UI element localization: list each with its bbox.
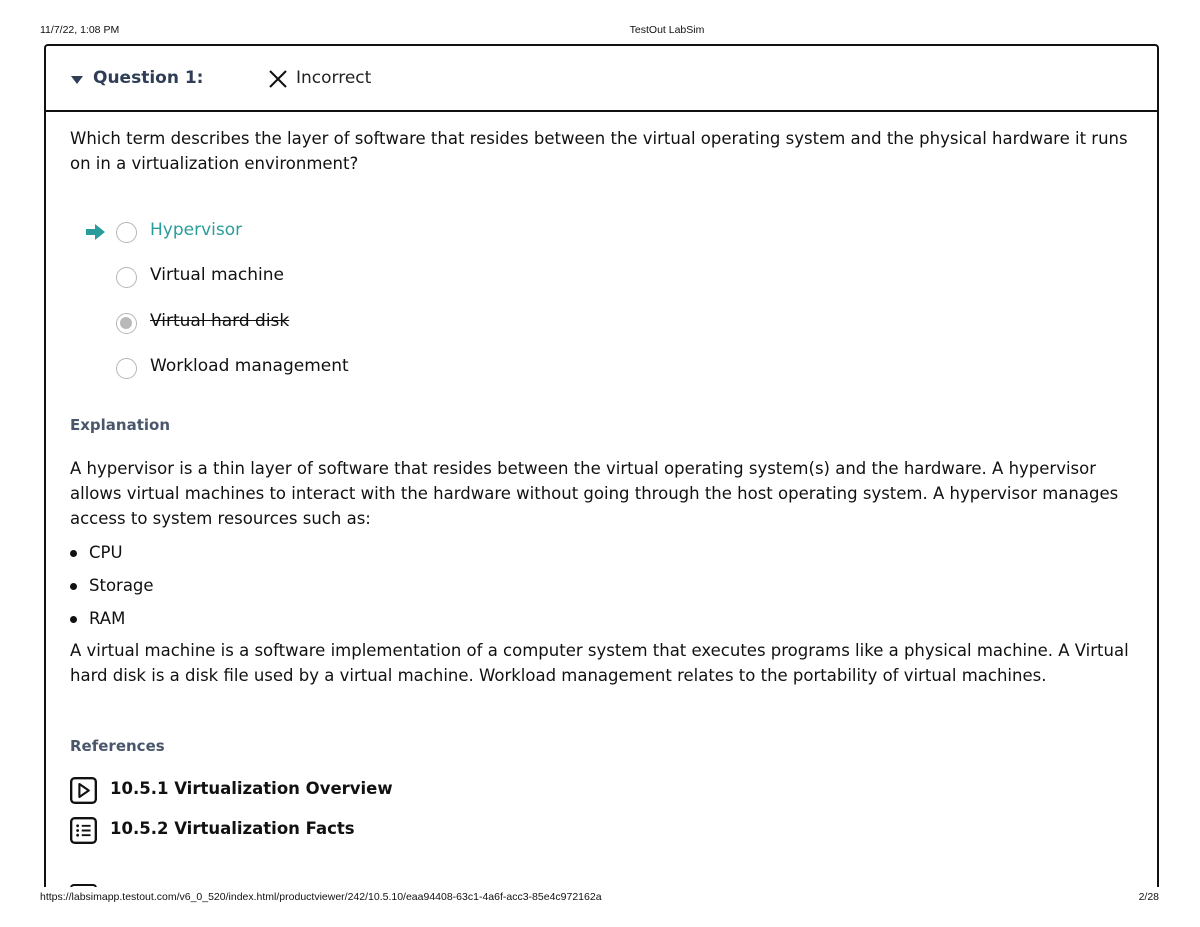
radio-button[interactable] [116,267,137,288]
option-hypervisor[interactable] [46,218,646,248]
correct-answer-arrow-icon [86,224,106,240]
radio-button[interactable] [116,358,137,379]
video-play-icon [70,777,97,804]
bullet-dot-icon [70,616,77,623]
caret-down-icon[interactable] [71,76,83,84]
question-text: Which term describes the layer of software that resides between the virtual operating system and the physical hardware it runs on in a virtualization environment? [70,129,1128,173]
print-page-number: 2/28 [1138,891,1159,903]
reference-link-virtualization-overview[interactable] [70,777,570,805]
reference-link-virtualization-facts[interactable] [70,817,570,845]
explanation-paragraph: A hypervisor is a thin layer of software that resides between the virtual operating system(s) and the hardware. A hypervisor allows virtual machines to interact with the hardware without going through the host operating system. A hypervisor manages access to system resources such as: [70,459,1119,528]
references-heading: References [70,737,165,755]
explanation-heading: Explanation [70,416,171,434]
explanation-paragraph-2: A virtual machine is a software implementation of a computer system that executes programs like a physical machine. A Virtual hard disk is a disk file used by a virtual machine. Workload management relates to the portability of virtual machines. [70,641,1129,685]
option-label: Virtual machine [150,265,285,285]
print-header [0,24,1200,38]
question-card: Question 1: Incorrect Which term describes the layer of software that resides between the virtual operating system and the physical hardware it runs on in a virtualization environment? Hypervisor Virtual machine Virtual hard disk Workload management Explanation A hypervisor is a thin layer of software that resides between the virtual operating system(s) and the hardware. A hypervisor allows virtual machines to interact with the hardware without going through the host operating system. A hypervisor manages access to system resources such as: CPU Storage RAM A virtual machine is a software implementation of a computer system that executes programs like a physical machine. A Virtual hard disk is a disk file used by a virtual machine. Workload management relates to the portability of virtual machines. References 10.5.1 Virtualization Overview 10.5.2 Virtualization Facts [44,44,1159,887]
x-icon [267,68,289,90]
option-label: Hypervisor [150,220,243,240]
bullet-dot-icon [70,583,77,590]
option-virtual-hard-disk[interactable] [46,309,646,339]
option-label: Virtual hard disk [150,311,290,331]
print-url: https://labsimapp.testout.com/v6_0_520/index.html/productviewer/242/10.5.10/eaa94408-63c1-4a6f-acc3-85e4c972162a [40,891,602,903]
print-footer [0,891,1200,905]
radio-button-selected[interactable] [116,313,137,334]
radio-button[interactable] [116,222,137,243]
option-label: Workload management [150,356,349,376]
option-virtual-machine[interactable] [46,263,646,293]
bullet-dot-icon [70,550,77,557]
print-title: TestOut LabSim [629,24,705,36]
print-datetime: 11/7/22, 1:08 PM [40,24,120,36]
question-header[interactable] [46,46,1157,112]
reference-label[interactable]: 10.5.2 Virtualization Facts [110,819,355,838]
reference-icon-partial [70,884,97,887]
option-workload-management[interactable] [46,354,646,384]
text-list-icon [70,817,97,844]
status-text: Incorrect [296,68,372,88]
reference-label[interactable]: 10.5.1 Virtualization Overview [110,779,393,798]
question-label: Question 1: [93,68,204,88]
